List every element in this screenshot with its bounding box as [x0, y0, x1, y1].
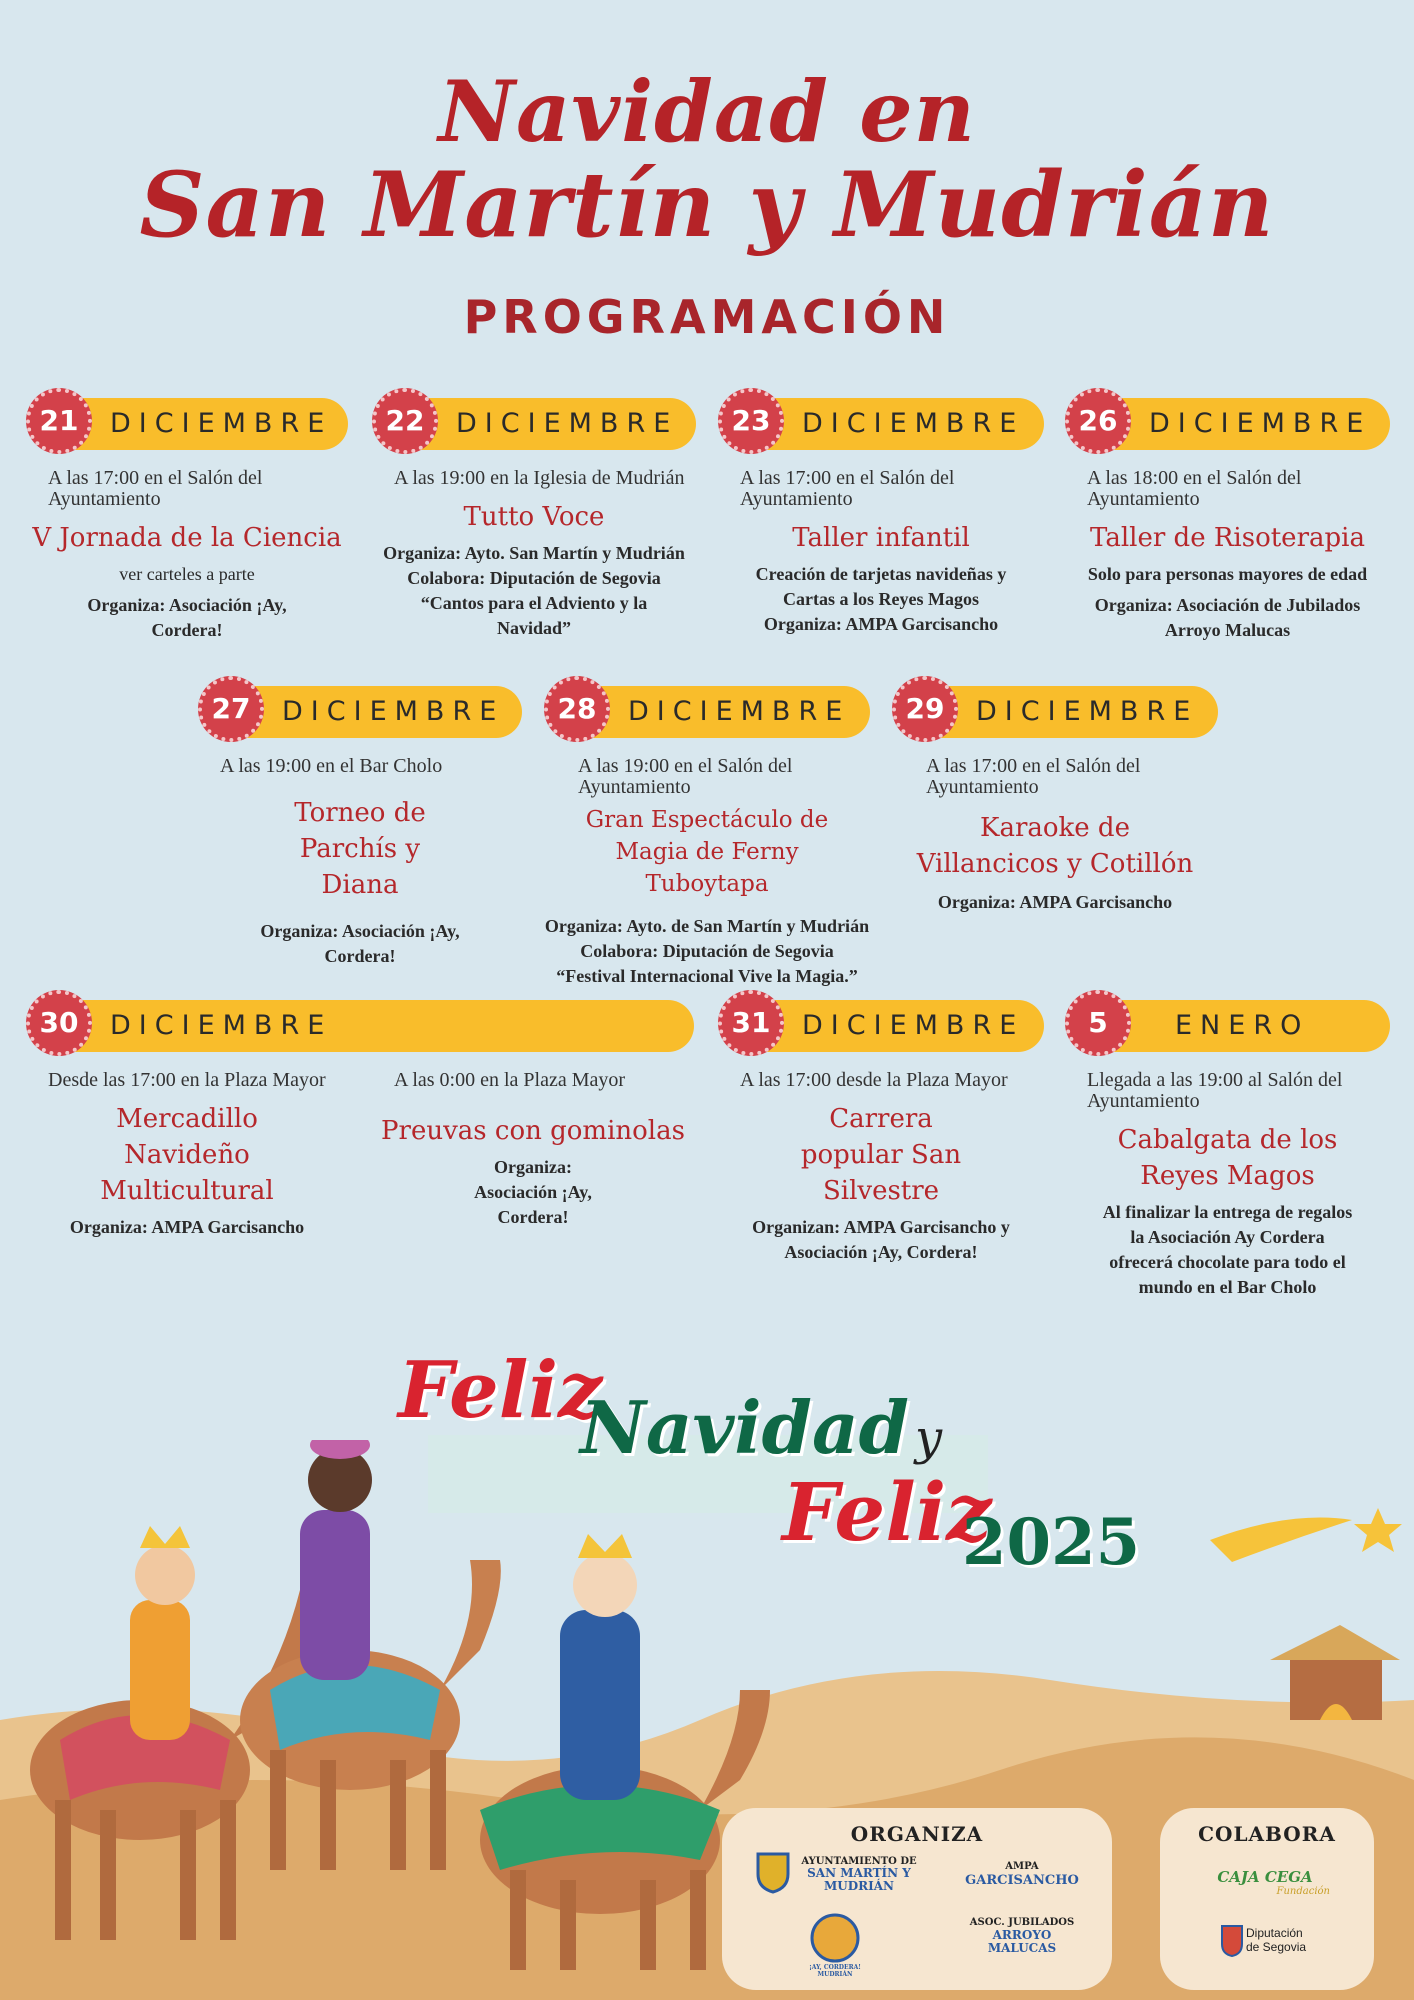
date-band	[60, 1000, 694, 1052]
event-place: A las 19:00 en la Iglesia de Mudrián	[394, 467, 685, 489]
jubilados-line-2: ARROYO	[992, 1928, 1052, 1942]
event-title: Karaoke de Villancicos y Cotillón	[916, 813, 1194, 879]
event-30-night	[372, 1070, 694, 1230]
day-seal: 5	[1065, 990, 1131, 1056]
event-organizer: Organiza: AMPA Garcisancho	[937, 892, 1173, 912]
cordera-logo-icon	[810, 1908, 860, 1964]
event-title: Preuvas con gominolas	[381, 1116, 685, 1146]
jubilados-line-3: MALUCAS	[987, 1941, 1057, 1955]
title-line-1: Navidad en	[438, 62, 976, 161]
event-collaborator: Colabora: Diputación de Segovia	[580, 941, 834, 961]
month-label: DICIEMBRE	[110, 408, 333, 439]
diputacion-line-2: de Segovia	[1246, 1940, 1307, 1954]
month-label: DICIEMBRE	[1149, 408, 1372, 439]
greeting-y: y	[915, 1410, 943, 1466]
date-band	[578, 686, 870, 738]
event-place: A las 0:00 en la Plaza Mayor	[394, 1069, 626, 1091]
event-note: “Cantos para el Adviento y la Navidad”	[420, 593, 648, 638]
month-label: DICIEMBRE	[456, 408, 679, 439]
cordera-text: ¡AY, CORDERA! MUDRIÁN	[809, 1964, 861, 1978]
caja-cega-logo	[1200, 1868, 1330, 1897]
organiza-panel	[722, 1808, 1112, 1990]
date-band	[1099, 1000, 1390, 1052]
diputacion-logo	[1246, 1926, 1326, 1954]
organiza-label: ORGANIZA	[850, 1822, 984, 1846]
date-band	[60, 398, 348, 450]
event-note: Solo para personas mayores de edad	[1087, 564, 1368, 584]
event-organizer: Organiza: Asociación ¡Ay, Cordera!	[87, 595, 287, 640]
month-label: DICIEMBRE	[802, 408, 1025, 439]
date-band	[926, 686, 1218, 738]
diputacion-shield-icon	[1220, 1924, 1244, 1958]
event-place: A las 17:00 en el Salón del Ayuntamiento	[926, 755, 1141, 798]
ayto-line-1: AYUNTAMIENTO DE	[801, 1856, 917, 1867]
month-label: DICIEMBRE	[628, 696, 851, 727]
title-line-2: San Martín y Mudrián	[139, 152, 1275, 258]
event-organizer: Organiza: AMPA Garcisancho	[763, 614, 999, 634]
event-title: Tutto Voce	[463, 502, 605, 532]
date-band	[752, 398, 1044, 450]
month-label: DICIEMBRE	[976, 696, 1199, 727]
date-band	[406, 398, 696, 450]
caja-cega-name: CAJA CEGA	[1217, 1868, 1313, 1886]
jubilados-line-1: ASOC. JUBILADOS	[969, 1917, 1075, 1928]
event-place: Desde las 17:00 en la Plaza Mayor	[48, 1069, 326, 1091]
comet-tail-icon	[1210, 1518, 1352, 1563]
event-organizer: Organiza: Asociación de Jubilados Arroyo Malucas	[1094, 595, 1361, 640]
event-place: A las 17:00 en el Salón del Ayuntamiento	[740, 467, 955, 510]
month-label: DICIEMBRE	[282, 696, 505, 727]
day-seal: 27	[198, 676, 264, 742]
event-title: Carrera popular San Silvestre	[800, 1104, 962, 1206]
ayto-line-3: MUDRIÁN	[823, 1879, 895, 1893]
jubilados-logo	[952, 1916, 1092, 1955]
month-label: DICIEMBRE	[802, 1010, 1025, 1041]
day-seal: 22	[372, 388, 438, 454]
day-seal: 28	[544, 676, 610, 742]
subtitle: PROGRAMACIÓN	[463, 290, 951, 344]
colabora-panel	[1160, 1808, 1374, 1990]
diputacion-line-1: Diputación	[1246, 1926, 1303, 1940]
greeting-navidad: Navidad	[580, 1385, 909, 1470]
event-title: Taller infantil	[792, 523, 970, 553]
event-collaborator: Colabora: Diputación de Segovia	[407, 568, 661, 588]
event-organizer: Organiza: Ayto. de San Martín y Mudrián	[544, 916, 870, 936]
date-band	[1099, 398, 1390, 450]
event-place: A las 17:00 en el Salón del Ayuntamiento	[48, 467, 263, 510]
month-label: DICIEMBRE	[110, 1010, 333, 1041]
event-organizer: Organiza: AMPA Garcisancho	[69, 1217, 305, 1237]
event-organizer: Organizan: AMPA Garcisancho y Asociación ¡Ay, Cordera!	[752, 1217, 1010, 1262]
ampa-line-1: AMPA	[1005, 1861, 1039, 1872]
event-organizer: Organiza: Asociación ¡Ay, Cordera!	[260, 921, 460, 966]
event-title: Cabalgata de los Reyes Magos	[1117, 1125, 1338, 1191]
event-place: A las 19:00 en el Salón del Ayuntamiento	[578, 755, 793, 798]
day-seal: 31	[718, 990, 784, 1056]
day-seal: 29	[892, 676, 958, 742]
event-note: ver carteles a parte	[119, 564, 255, 584]
date-band	[232, 686, 522, 738]
event-title: Taller de Risoterapia	[1090, 523, 1365, 553]
event-organizer: Organiza: Asociación ¡Ay, Cordera!	[474, 1157, 592, 1227]
greeting-feliz-2: Feliz	[782, 1465, 992, 1559]
colabora-label: COLABORA	[1198, 1822, 1336, 1846]
day-seal: 21	[26, 388, 92, 454]
greeting-feliz: Feliz	[398, 1345, 603, 1436]
event-title: V Jornada de la Ciencia	[32, 523, 342, 553]
ayto-shield-icon	[756, 1850, 790, 1894]
ampa-logo	[952, 1860, 1092, 1888]
ampa-line-2: GARCISANCHO	[965, 1873, 1079, 1888]
event-title: Gran Espectáculo de Magia de Ferny Tuboytapa	[585, 807, 829, 897]
event-place: A las 18:00 en el Salón del Ayuntamiento	[1087, 467, 1302, 510]
event-place: A las 19:00 en el Bar Cholo	[220, 755, 443, 777]
event-title: Mercadillo Navideño Multicultural	[100, 1104, 274, 1206]
month-label: ENERO	[1175, 1010, 1310, 1041]
day-seal: 26	[1065, 388, 1131, 454]
event-note: Creación de tarjetas navideñas y Cartas a los Reyes Magos	[755, 564, 1007, 609]
greeting-year: 2025	[962, 1505, 1141, 1580]
day-seal: 30	[26, 990, 92, 1056]
event-place: A las 17:00 desde la Plaza Mayor	[740, 1069, 1008, 1091]
ayto-logo	[794, 1856, 924, 1893]
event-place: Llegada a las 19:00 al Salón del Ayuntamiento	[1087, 1069, 1343, 1112]
event-organizer: Organiza: Ayto. San Martín y Mudrián	[383, 543, 685, 563]
event-note: “Festival Internacional Vive la Magia.”	[556, 966, 858, 986]
date-band	[752, 1000, 1044, 1052]
day-seal: 23	[718, 388, 784, 454]
event-note: Al finalizar la entrega de regalos la Asociación Ay Cordera ofrecerá chocolate para todo el mundo en el Bar Cholo	[1102, 1202, 1353, 1297]
event-title: Torneo de Parchís y Diana	[294, 798, 426, 900]
caja-cega-sub: Fundación	[1276, 1886, 1330, 1897]
ayto-line-2: SAN MARTÍN Y	[807, 1866, 911, 1880]
star-icon	[1354, 1508, 1402, 1552]
